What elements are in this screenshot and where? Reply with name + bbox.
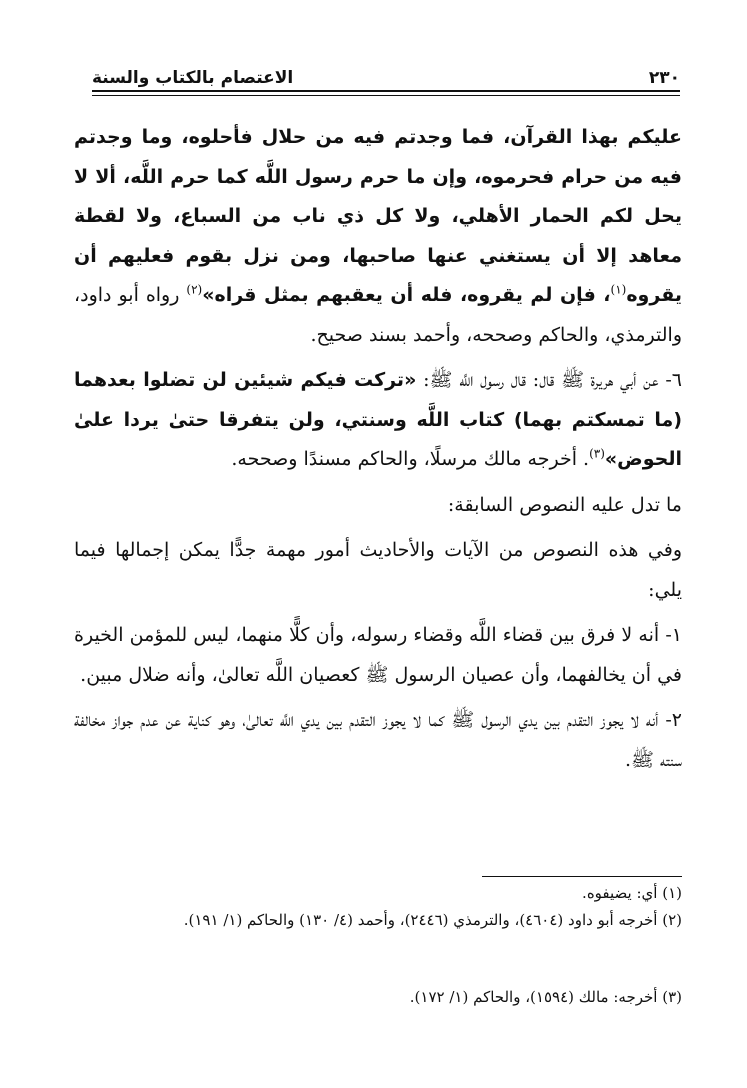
intro-paragraph: وفي هذه النصوص من الآيات والأحاديث أمور مهمة جدًّا يمكن إجمالها فيما يلي: [74, 539, 682, 601]
footnote-separator [482, 876, 682, 877]
footnote-1: (١) أي: يضيفوه. [582, 884, 682, 902]
hadith-paragraph-1 [74, 118, 682, 355]
section-heading: ما تدل عليه النصوص السابقة: [447, 493, 682, 516]
hadith-text-bold: عليكم بهذا القرآن، فما وجدتم فيه من حلال فأحلوه، وما وجدتم فيه من حرام فحرموه، وإن ما حرم رسول اللَّه كما حرم اللَّه، ألا لا يحل لكم الحمار الأهلي، ولا كل ذي ناب من السباع، ولا لقطة معاهد إلا أن يستغني عنها صاحبها، ومن نزل بقوم فعليهم أن يقروه [74, 126, 682, 306]
hadith-source: رواه أبو داود، والترمذي، والحاكم وصححه، وأحمد بسند صحيح. [74, 284, 682, 346]
header-rule-thin [92, 95, 680, 96]
footnote-ref-1: (١) [610, 282, 627, 297]
page-number: ٢٣٠ [648, 68, 680, 88]
footnote-3: (٣) أخرجه: مالك (١٥٩٤)، والحاكم (١/ ١٧٢). [409, 988, 682, 1006]
footnote-ref-3: (٣) [589, 446, 605, 461]
page-header [92, 58, 680, 88]
hadith-text-bold-cont: ، فإن لم يقروه، فله أن يعقبهم بمثل قراه» [202, 284, 611, 306]
point-1: ١- أنه لا فرق بين قضاء اللَّه وقضاء رسوله، وأن كلًّا منهما، ليس للمؤمن الخيرة في أن يخالفهما، وأن عصيان الرسول ﷺ كعصيان اللَّه تعالىٰ، وأنه ضلال مبين. [74, 624, 682, 686]
point-2: ٢- أنه لا يجوز التقدم بين يدي الرسول ﷺ كما لا يجوز التقدم بين يدي اللَّه تعالىٰ، وهو كناية عن عدم جواز مخالفة سنته ﷺ. [74, 709, 682, 771]
hadith-paragraph-6 [74, 361, 682, 480]
footnote-ref-2: (٢) [186, 282, 203, 297]
hadith-source-2: . أخرجه مالك مرسلًا، والحاكم مسندًا وصححه. [231, 448, 590, 470]
hadith-quote-bold: «تركت فيكم شيئين لن تضلوا بعدهما (ما تمسكتم بهما) كتاب اللَّه وسنتي، ولن يتفرقا حتىٰ يردا علىٰ الحوض» [74, 369, 682, 470]
main-text [74, 118, 682, 780]
hadith-intro: ٦- عن أبي هريرة ﷺ قال: قال رسول اللَّه ﷺ: [416, 369, 683, 391]
running-title: الاعتصام بالكتاب والسنة [92, 68, 294, 88]
footnote-2: (٢) أخرجه أبو داود (٤٦٠٤)، والترمذي (٢٤٤٦)، وأحمد (٤/ ١٣٠) والحاكم (١/ ١٩١). [183, 911, 682, 929]
header-rule-thick [92, 90, 680, 92]
